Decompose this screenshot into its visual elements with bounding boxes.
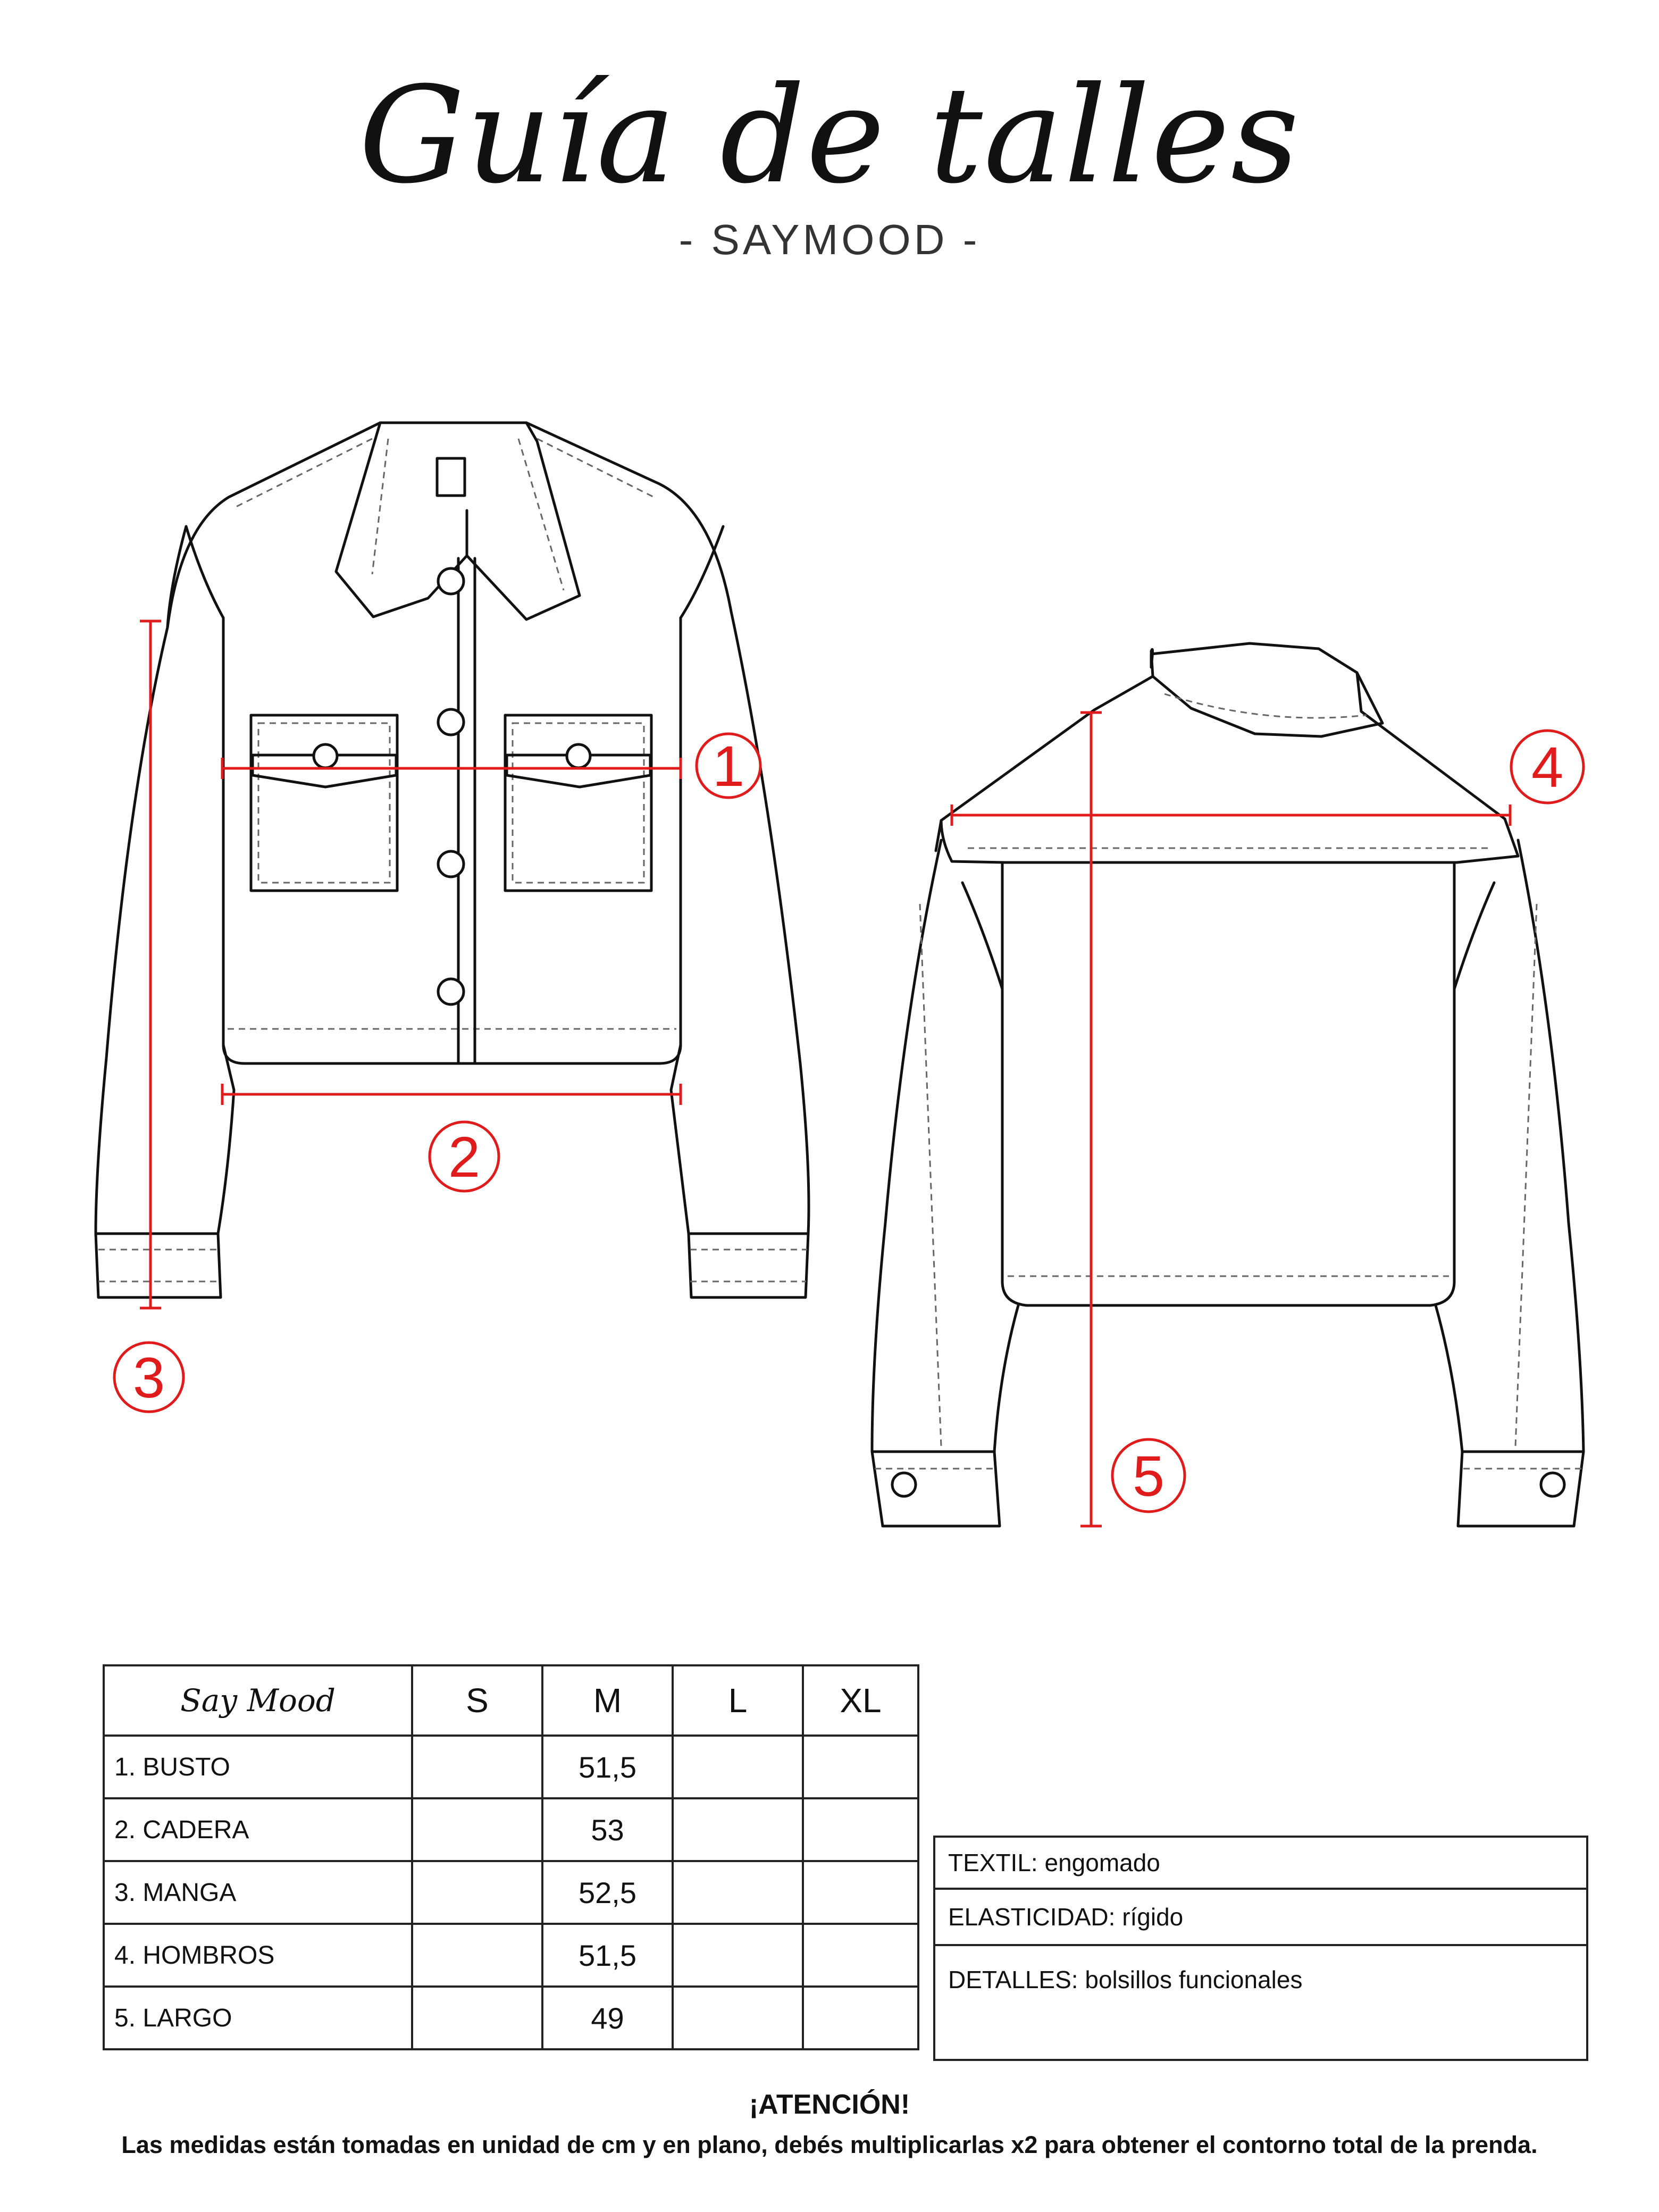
brand-subtitle: - SAYMOOD - bbox=[678, 216, 981, 263]
cell-s bbox=[412, 1736, 542, 1798]
brand-signature: Say Mood bbox=[104, 1665, 412, 1736]
cell-s bbox=[412, 1987, 542, 2049]
cell-s bbox=[412, 1798, 542, 1861]
cell-m: 49 bbox=[542, 1987, 673, 2049]
cell-xl bbox=[803, 1861, 918, 1924]
measurement-overlay bbox=[140, 621, 1510, 1526]
list-item bbox=[934, 1889, 1587, 1945]
list-item bbox=[934, 1837, 1587, 1889]
svg-text:2: 2 bbox=[448, 1125, 481, 1189]
cell-m: 53 bbox=[542, 1798, 673, 1861]
marker-5 bbox=[1112, 1439, 1185, 1512]
size-header-l: L bbox=[673, 1665, 803, 1736]
cell-s bbox=[412, 1924, 542, 1987]
attention-note: Las medidas están tomadas en unidad de cm y en plano, debés multiplicarlas x2 para obtener el contorno total de la prenda. bbox=[121, 2131, 1538, 2158]
marker-1 bbox=[697, 734, 760, 798]
cell-s bbox=[412, 1861, 542, 1924]
table-row bbox=[104, 1861, 918, 1924]
fabric-info-table bbox=[933, 1836, 1588, 2061]
cell-m: 51,5 bbox=[542, 1736, 673, 1798]
cell-l bbox=[673, 1861, 803, 1924]
row-label: 2. CADERA bbox=[104, 1798, 412, 1861]
table-row bbox=[104, 1987, 918, 2049]
size-table bbox=[103, 1664, 919, 2050]
list-item bbox=[934, 1945, 1587, 2060]
row-label: 5. LARGO bbox=[104, 1987, 412, 2049]
size-header-row bbox=[104, 1665, 918, 1736]
cell-m: 52,5 bbox=[542, 1861, 673, 1924]
page-title: Guía de talles bbox=[358, 58, 1301, 213]
size-header-xl: XL bbox=[803, 1665, 918, 1736]
elasticidad-info: ELASTICIDAD: rígido bbox=[934, 1889, 1587, 1945]
cell-xl bbox=[803, 1924, 918, 1987]
cell-l bbox=[673, 1736, 803, 1798]
row-label: 3. MANGA bbox=[104, 1861, 412, 1924]
button-icon bbox=[438, 568, 464, 594]
svg-text:5: 5 bbox=[1132, 1444, 1165, 1508]
cell-l bbox=[673, 1798, 803, 1861]
table-row bbox=[104, 1924, 918, 1987]
cell-l bbox=[673, 1987, 803, 2049]
row-label: 1. BUSTO bbox=[104, 1736, 412, 1798]
table-row bbox=[104, 1736, 918, 1798]
attention-heading: ¡ATENCIÓN! bbox=[749, 2089, 910, 2120]
detalles-info: DETALLES: bolsillos funcionales bbox=[934, 1945, 1587, 2060]
cell-l bbox=[673, 1924, 803, 1987]
size-header-s: S bbox=[412, 1665, 542, 1736]
textil-info: TEXTIL: engomado bbox=[934, 1837, 1587, 1889]
table-row bbox=[104, 1798, 918, 1861]
jacket-back-view bbox=[872, 643, 1583, 1526]
marker-4 bbox=[1511, 731, 1583, 803]
cell-m: 51,5 bbox=[542, 1924, 673, 1987]
size-header-m: M bbox=[542, 1665, 673, 1736]
cell-xl bbox=[803, 1736, 918, 1798]
marker-2 bbox=[430, 1122, 499, 1191]
svg-text:1: 1 bbox=[712, 734, 745, 798]
marker-3 bbox=[114, 1343, 183, 1412]
svg-text:4: 4 bbox=[1531, 735, 1564, 799]
svg-text:3: 3 bbox=[132, 1345, 165, 1410]
cell-xl bbox=[803, 1798, 918, 1861]
cell-xl bbox=[803, 1987, 918, 2049]
row-label: 4. HOMBROS bbox=[104, 1924, 412, 1987]
